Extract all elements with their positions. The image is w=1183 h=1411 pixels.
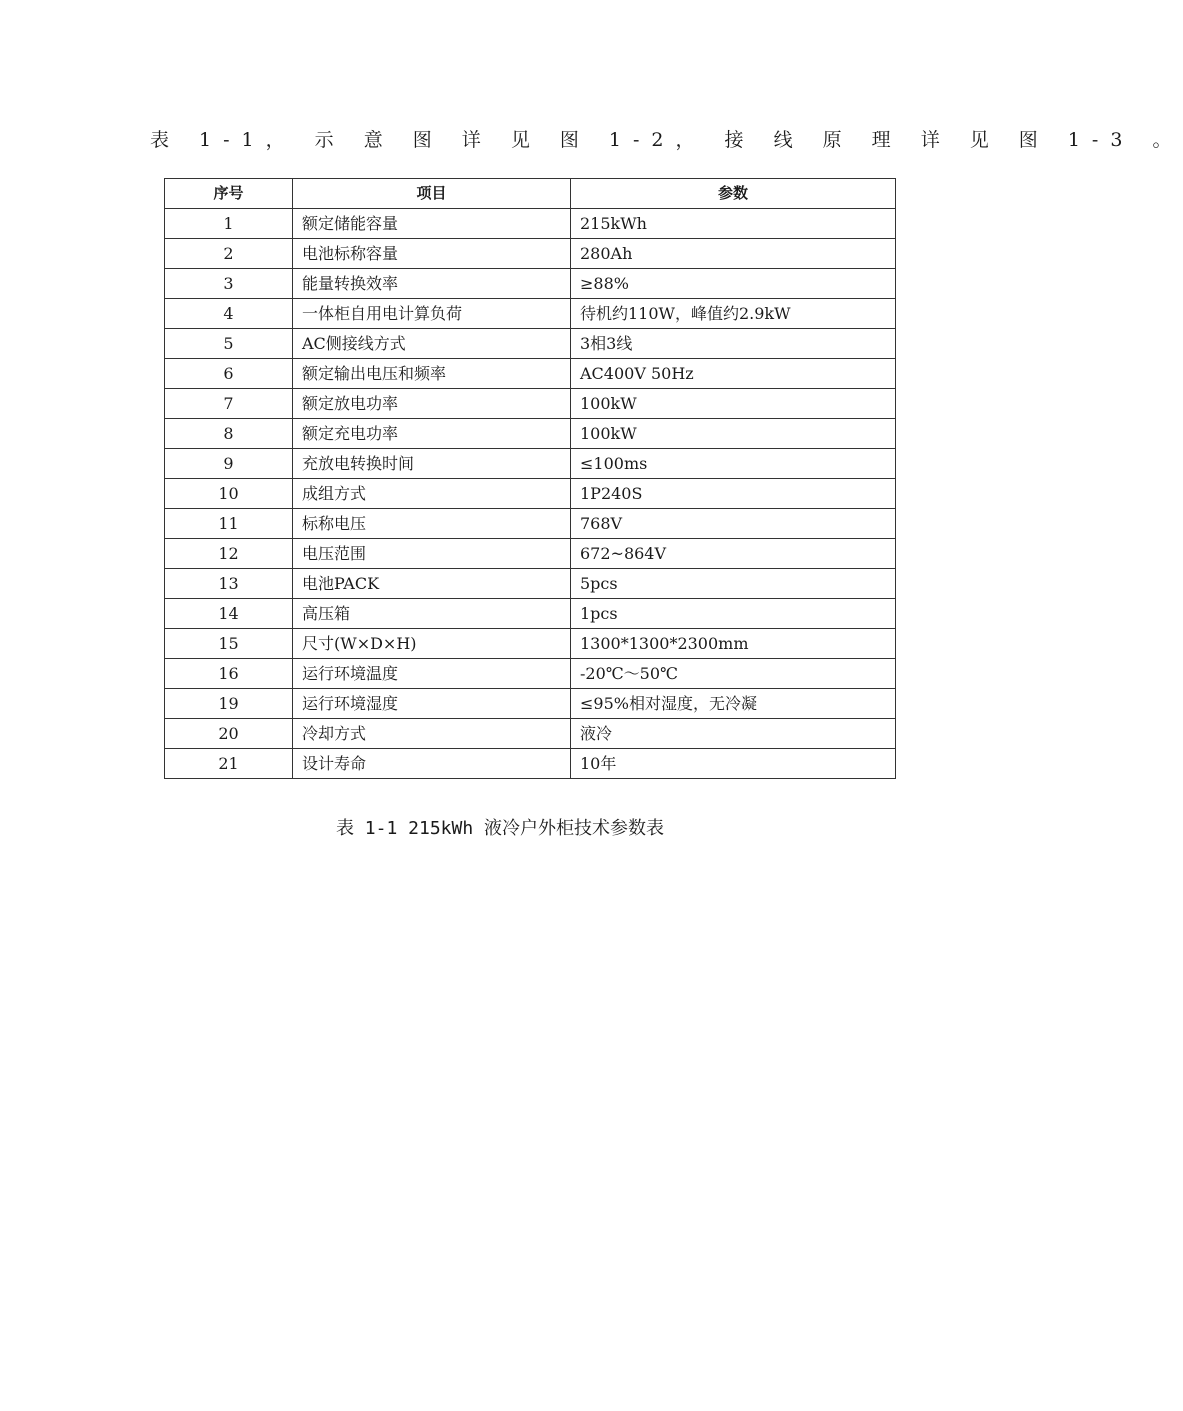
table-body xyxy=(165,209,896,779)
row-item: AC侧接线方式 xyxy=(293,329,571,359)
row-number: 14 xyxy=(165,599,293,629)
row-item: 标称电压 xyxy=(293,509,571,539)
row-item: 额定输出电压和频率 xyxy=(293,359,571,389)
row-item: 电池PACK xyxy=(293,569,571,599)
table-row xyxy=(165,239,896,269)
row-param: 215kWh xyxy=(571,209,896,239)
row-item: 设计寿命 xyxy=(293,749,571,779)
row-param: 5pcs xyxy=(571,569,896,599)
row-number: 16 xyxy=(165,659,293,689)
row-number: 3 xyxy=(165,269,293,299)
row-param: 768V xyxy=(571,509,896,539)
row-param: 100kW xyxy=(571,419,896,449)
table-row xyxy=(165,659,896,689)
row-number: 20 xyxy=(165,719,293,749)
row-item: 充放电转换时间 xyxy=(293,449,571,479)
row-number: 9 xyxy=(165,449,293,479)
table-row xyxy=(165,749,896,779)
row-item: 一体柜自用电计算负荷 xyxy=(293,299,571,329)
row-number: 13 xyxy=(165,569,293,599)
table-row xyxy=(165,689,896,719)
table-row xyxy=(165,329,896,359)
table-row xyxy=(165,599,896,629)
row-item: 额定放电功率 xyxy=(293,389,571,419)
spec-table xyxy=(164,178,896,779)
table-row xyxy=(165,389,896,419)
row-item: 运行环境湿度 xyxy=(293,689,571,719)
table-row xyxy=(165,419,896,449)
table-row xyxy=(165,509,896,539)
spec-table-container xyxy=(164,178,895,779)
table-row xyxy=(165,479,896,509)
row-number: 1 xyxy=(165,209,293,239)
table-row xyxy=(165,569,896,599)
row-number: 5 xyxy=(165,329,293,359)
row-param: ≤100ms xyxy=(571,449,896,479)
row-item: 成组方式 xyxy=(293,479,571,509)
row-item: 运行环境温度 xyxy=(293,659,571,689)
row-number: 4 xyxy=(165,299,293,329)
row-number: 12 xyxy=(165,539,293,569)
row-item: 冷却方式 xyxy=(293,719,571,749)
row-number: 21 xyxy=(165,749,293,779)
row-item: 额定储能容量 xyxy=(293,209,571,239)
header-no: 序号 xyxy=(165,179,293,209)
row-param: AC400V 50Hz xyxy=(571,359,896,389)
header-param: 参数 xyxy=(571,179,896,209)
row-item: 额定充电功率 xyxy=(293,419,571,449)
table-row xyxy=(165,299,896,329)
row-param: 672~864V xyxy=(571,539,896,569)
row-item: 高压箱 xyxy=(293,599,571,629)
row-param: 1P240S xyxy=(571,479,896,509)
row-item: 电压范围 xyxy=(293,539,571,569)
row-param: ≤95%相对湿度，无冷凝 xyxy=(571,689,896,719)
row-number: 15 xyxy=(165,629,293,659)
row-number: 6 xyxy=(165,359,293,389)
row-param: 280Ah xyxy=(571,239,896,269)
intro-paragraph: 表 1-1， 示 意 图 详 见 图 1-2， 接 线 原 理 详 见 图 1-3 。 xyxy=(150,129,1183,151)
table-row xyxy=(165,449,896,479)
row-item: 电池标称容量 xyxy=(293,239,571,269)
row-param: 100kW xyxy=(571,389,896,419)
row-param: 3相3线 xyxy=(571,329,896,359)
row-param: 待机约110W，峰值约2.9kW xyxy=(571,299,896,329)
row-param: -20℃～50℃ xyxy=(571,659,896,689)
row-number: 19 xyxy=(165,689,293,719)
table-header-row xyxy=(165,179,896,209)
row-param: 10年 xyxy=(571,749,896,779)
row-number: 7 xyxy=(165,389,293,419)
table-row xyxy=(165,539,896,569)
row-number: 8 xyxy=(165,419,293,449)
table-row xyxy=(165,719,896,749)
row-number: 2 xyxy=(165,239,293,269)
row-param: 1300*1300*2300mm xyxy=(571,629,896,659)
row-number: 10 xyxy=(165,479,293,509)
row-item: 能量转换效率 xyxy=(293,269,571,299)
header-item: 项目 xyxy=(293,179,571,209)
table-row xyxy=(165,209,896,239)
table-row xyxy=(165,269,896,299)
row-param: 液冷 xyxy=(571,719,896,749)
table-row xyxy=(165,629,896,659)
row-param: ≥88% xyxy=(571,269,896,299)
row-param: 1pcs xyxy=(571,599,896,629)
row-item: 尺寸(W×D×H) xyxy=(293,629,571,659)
table-row xyxy=(165,359,896,389)
table-caption: 表 1-1 215kWh 液冷户外柜技术参数表 xyxy=(335,818,665,839)
row-number: 11 xyxy=(165,509,293,539)
